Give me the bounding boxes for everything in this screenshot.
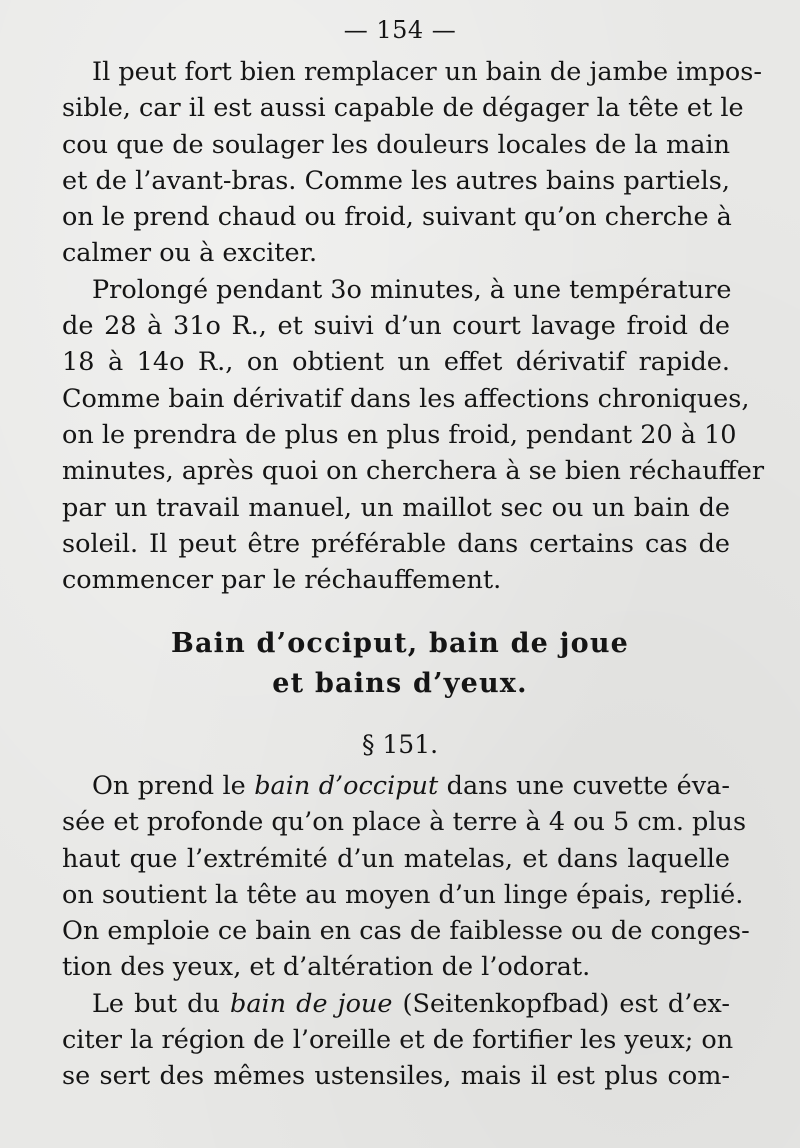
text-line: Prolongé pendant 3o minutes, à une température [92,274,732,305]
section-heading-line-1: Bain d’occiput, bain de joue [170,628,630,659]
text-line: haut que l’extrémité d’un matelas, et dans laquelle [62,843,730,874]
text-fragment: (Seitenkopfbad) est d’ex- [392,988,730,1019]
text-line: Il peut fort bien remplacer un bain de jambe impos- [92,57,762,87]
text-line: on soutient la tête au moyen d’un linge épais, replié. [62,879,744,910]
page-number: — 154 — [343,16,457,44]
text-line: de 28 à 31o R., et suivi d’un court lavage froid de [62,311,730,342]
italic-term: bain de joue [230,988,393,1019]
text-line: sée et profonde qu’on place à terre à 4 ou 5 cm. plus [62,807,747,838]
italic-term: bain d’occiput [254,771,439,801]
text-block-top [62,54,765,598]
text-line: commencer par le réchauffement. [62,565,502,596]
text-line: soleil. Il peut être préférable dans certains cas de [62,528,730,559]
text-line: citer la région de l’oreille et de fortifier les yeux; on [62,1025,734,1056]
text-line: calmer ou à exciter. [62,238,318,269]
text-line: minutes, après quoi on cherchera à se bien réchauffer [62,456,765,487]
text-fragment: Le but du [92,988,230,1019]
text-line: on le prendra de plus en plus froid, pendant 20 à 10 [62,419,737,450]
text-line [62,768,730,804]
text-line: tion des yeux, et d’altération de l’odorat. [62,952,591,983]
text-line: sible, car il est aussi capable de dégager la tête et le [62,93,744,124]
text-line: 18 à 14o R., on obtient un effet dérivatif rapide. [62,347,730,378]
text-line: Comme bain dérivatif dans les affections chroniques, [62,383,750,414]
section-heading-line-2: et bains d’yeux. [272,668,528,699]
text-line: cou que de soulager les douleurs locales de la main [62,129,730,160]
text-line: par un travail manuel, un maillot sec ou un bain de [62,492,730,523]
text-line: On emploie ce bain en cas de faiblesse ou de conges- [62,916,750,947]
text-line: on le prend chaud ou froid, suivant qu’on cherche à [62,202,732,233]
text-line: se sert des mêmes ustensiles, mais il est plus com- [62,1061,730,1092]
text-block-bottom [62,768,750,1095]
section-number: § 151. [361,730,439,759]
text-line [62,986,730,1022]
text-fragment: On prend le [92,771,255,801]
text-fragment: dans une cuvette éva- [438,771,730,801]
text-line: et de l’avant-bras. Comme les autres bains partiels, [62,165,730,196]
